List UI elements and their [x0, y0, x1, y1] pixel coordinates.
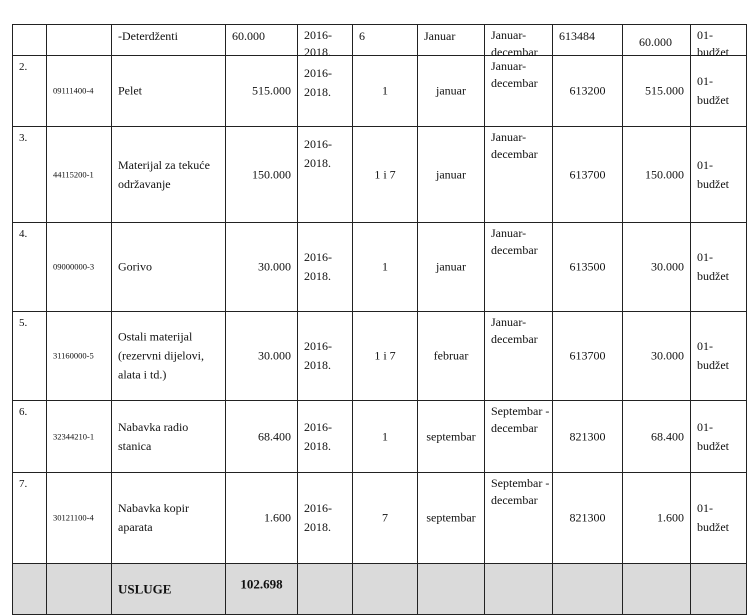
- item-start-month: januar: [436, 83, 466, 98]
- item-name: Gorivo: [118, 259, 152, 274]
- item-start-month: februar: [433, 348, 469, 363]
- item-konto: 821300: [569, 510, 606, 525]
- item-value: 30.000: [258, 259, 291, 274]
- table-row: [13, 312, 747, 401]
- item-budget: 01-budžet: [697, 501, 729, 534]
- total-value: 102.698: [240, 576, 283, 592]
- item-value: 150.000: [252, 167, 291, 181]
- item-amount: 150.000: [645, 167, 684, 181]
- item-years: 2016-2018.: [304, 501, 332, 534]
- item-konto: 613500: [569, 259, 606, 274]
- item-period: Januar-decembar: [491, 315, 538, 346]
- item-budget: 01-budžet: [697, 157, 729, 191]
- item-quarter: 1 i 7: [374, 167, 396, 181]
- cpv-code: 31160000-5: [53, 350, 94, 361]
- table-row: [13, 401, 747, 473]
- procurement-plan-table: [12, 24, 747, 615]
- cpv-code: 30121100-4: [53, 512, 94, 523]
- cpv-code: 09111400-4: [53, 85, 94, 96]
- item-budget: 01-budžet: [697, 28, 729, 59]
- item-name: Pelet: [118, 83, 142, 98]
- row-number: 3.: [19, 132, 28, 144]
- item-value: 1.600: [264, 510, 291, 525]
- item-quarter: 1: [382, 259, 388, 274]
- item-period: Januar-decembar: [491, 28, 538, 59]
- table-body: [13, 25, 747, 615]
- table-row: [13, 223, 747, 312]
- row-number: 5.: [19, 317, 28, 329]
- item-quarter: 6: [359, 29, 365, 43]
- item-amount: 1.600: [657, 510, 684, 525]
- item-amount: 30.000: [651, 259, 684, 274]
- item-period: Septembar -decembar: [491, 404, 550, 435]
- table-row: [13, 127, 747, 223]
- item-value: 60.000: [232, 29, 265, 43]
- item-konto: 821300: [569, 429, 606, 443]
- item-konto: 613700: [569, 167, 606, 181]
- row-number: 2.: [19, 61, 28, 73]
- item-years: 2016-2018.: [304, 250, 332, 283]
- item-quarter: 7: [382, 510, 388, 525]
- cpv-code: 44115200-1: [53, 169, 94, 179]
- item-name: Nabavka kopir aparata: [118, 501, 189, 534]
- table-row: [13, 473, 747, 564]
- item-value: 30.000: [258, 348, 291, 363]
- cpv-code: 32344210-1: [53, 431, 95, 441]
- item-name: -Deterdženti: [118, 29, 178, 43]
- item-amount: 30.000: [651, 348, 684, 363]
- row-number: 7.: [19, 478, 28, 490]
- item-quarter: 1: [382, 83, 388, 98]
- total-row: [13, 564, 747, 615]
- item-period: Januar-decembar: [491, 130, 538, 161]
- total-label: USLUGE: [118, 581, 172, 597]
- item-konto: 613484: [559, 29, 595, 43]
- item-name: Materijal za tekuće održavanje: [118, 157, 210, 191]
- item-period: Septembar -decembar: [491, 476, 550, 507]
- item-period: Januar-decembar: [491, 226, 538, 257]
- item-name: Ostali materijal (rezervni dijelovi, alata i td.): [118, 329, 204, 382]
- item-amount: 515.000: [645, 83, 684, 98]
- item-start-month: septembar: [426, 429, 476, 443]
- item-years: 2016-2018.: [304, 419, 332, 453]
- item-name: Nabavka radio stanica: [118, 419, 189, 453]
- cpv-code: 09000000-3: [53, 261, 95, 272]
- item-amount: 60.000: [639, 35, 672, 49]
- table-row: [13, 56, 747, 127]
- item-konto: 613200: [569, 83, 606, 98]
- item-budget: 01-budžet: [697, 74, 729, 107]
- item-years: 2016-2018.: [304, 66, 332, 99]
- item-quarter: 1 i 7: [374, 348, 396, 363]
- item-start-month: januar: [436, 167, 466, 181]
- item-start-month: januar: [436, 259, 466, 274]
- item-budget: 01-budžet: [697, 419, 729, 453]
- item-start-month: septembar: [426, 510, 476, 525]
- table-row: [13, 25, 747, 56]
- item-budget: 01-budžet: [697, 339, 729, 372]
- item-konto: 613700: [569, 348, 606, 363]
- item-period: Januar-decembar: [491, 59, 538, 90]
- item-value: 68.400: [258, 429, 291, 443]
- item-budget: 01-budžet: [697, 250, 729, 283]
- item-quarter: 1: [382, 429, 388, 443]
- item-years: 2016-2018.: [304, 137, 332, 170]
- item-value: 515.000: [252, 83, 291, 98]
- row-number: 6.: [19, 406, 28, 418]
- item-amount: 68.400: [651, 429, 684, 443]
- row-number: 4.: [19, 228, 28, 240]
- item-start-month: Januar: [424, 29, 456, 43]
- item-years: 2016-2018.: [304, 339, 332, 372]
- item-years: 2016-2018.: [304, 28, 332, 59]
